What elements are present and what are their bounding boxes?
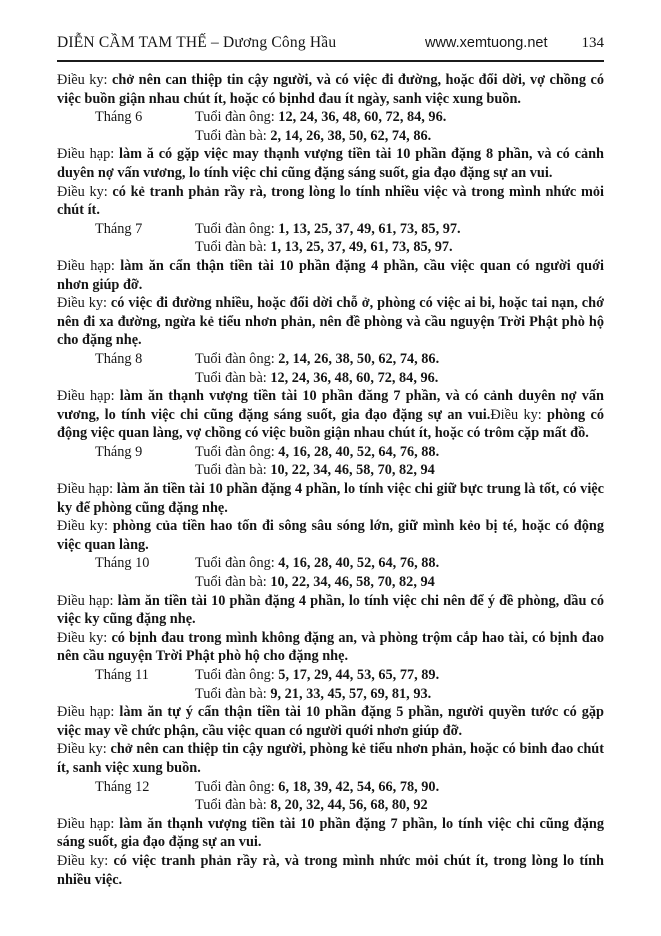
age-women-label: Tuổi đàn bà: bbox=[195, 797, 271, 814]
age-women-label: Tuổi đàn bà: bbox=[195, 574, 271, 591]
paragraph-label: Điều ky: bbox=[57, 518, 113, 535]
age-women-values: 10, 22, 34, 46, 58, 70, 82, 94 bbox=[270, 462, 435, 479]
month-row-men bbox=[57, 666, 604, 685]
paragraph bbox=[57, 480, 604, 517]
paragraph bbox=[57, 703, 604, 740]
age-women-values: 2, 14, 26, 38, 50, 62, 74, 86. bbox=[270, 127, 432, 144]
paragraph-text: phòng có động việc quan làng, vợ chồng có việc buồn giận nhau chút ít, hoặc có trôm cặp mất đồ. bbox=[57, 406, 604, 442]
month-label: Tháng 9 bbox=[95, 443, 143, 460]
month-label: Tháng 8 bbox=[95, 350, 143, 367]
month-row-men bbox=[57, 443, 604, 462]
paragraph bbox=[57, 71, 604, 108]
paragraph-text: chở nên can thiệp tin cậy người, và có việc đi đường, hoặc đổi dời, vợ chồng có việc buồn giận nhau chút ít, hoặc có bịnhd đau ít ngày, sanh việc xung buồn. bbox=[57, 72, 604, 107]
month-row-men bbox=[57, 554, 604, 573]
page-number: 134 bbox=[581, 35, 604, 51]
age-women-values: 12, 24, 36, 48, 60, 72, 84, 96. bbox=[270, 369, 439, 386]
paragraph bbox=[57, 592, 604, 629]
paragraph-text: làm ăn tiền tài 10 phần đặng 4 phần, lo tính việc chi nên để ý đề phòng, dầu có việc ky cũng đặng nhẹ. bbox=[57, 592, 604, 628]
paragraph bbox=[57, 517, 604, 554]
age-women-values: 8, 20, 32, 44, 56, 68, 80, 92 bbox=[270, 797, 428, 814]
paragraph-text: chở nên can thiệp tin cậy người, phòng kẻ tiểu nhơn phản, hoặc có binh đao chút ít, sanh việc xung buồn. bbox=[57, 741, 604, 776]
paragraph bbox=[57, 257, 604, 294]
content bbox=[57, 71, 604, 889]
age-women-label: Tuổi đàn bà: bbox=[195, 239, 271, 256]
paragraph-text: có việc tranh phản rầy rà, và trong mình nhức mỏi chút ít, trong lòng lo tính nhiều việc. bbox=[57, 852, 604, 888]
paragraph-label: Điều ky: bbox=[57, 741, 111, 758]
paragraph bbox=[57, 852, 604, 889]
age-women-label: Tuổi đàn bà: bbox=[195, 462, 271, 479]
book-title: DIỄN CẦM TAM THẾ – Dương Công Hầu bbox=[57, 34, 337, 51]
paragraph bbox=[57, 387, 604, 443]
age-men-label: Tuổi đàn ông: bbox=[195, 350, 279, 367]
age-men-label: Tuổi đàn ông: bbox=[195, 109, 279, 126]
paragraph-text: phòng của tiền hao tốn đi sông sâu sóng lớn, giữ mình kẻo bị té, hoặc có động việc quan làng. bbox=[57, 518, 604, 553]
paragraph-label: Điều hạp: bbox=[57, 257, 121, 274]
month-label: Tháng 12 bbox=[95, 778, 150, 795]
paragraph bbox=[57, 815, 604, 852]
age-women-values: 9, 21, 33, 45, 57, 69, 81, 93. bbox=[270, 685, 432, 702]
paragraph-label: Điều ky: bbox=[57, 72, 112, 88]
age-men-label: Tuổi đàn ông: bbox=[195, 778, 279, 795]
month-label: Tháng 7 bbox=[95, 220, 143, 237]
month-label: Tháng 11 bbox=[95, 667, 149, 683]
month-row-women bbox=[57, 127, 604, 146]
month-row-women bbox=[57, 796, 604, 815]
paragraph-label: Điều ky: bbox=[57, 183, 113, 200]
paragraph bbox=[57, 294, 604, 350]
age-women-label: Tuổi đàn bà: bbox=[195, 127, 271, 144]
paragraph-label: Điều ky: bbox=[57, 852, 114, 869]
month-row-women bbox=[57, 685, 604, 704]
paragraph-label: Điều hạp: bbox=[57, 704, 120, 721]
age-men-label: Tuổi đàn ông: bbox=[195, 555, 279, 572]
paragraph-label: Điều ky: bbox=[57, 629, 112, 646]
paragraph-label: Điều hạp: bbox=[57, 146, 119, 163]
age-men-values: 4, 16, 28, 40, 52, 64, 76, 88. bbox=[278, 555, 440, 572]
paragraph-text: làm ăn tiền tài 10 phần đặng 4 phần, lo tính việc chi giữ bực trung là tốt, có việc ky để phòng cũng đặng nhẹ. bbox=[57, 481, 604, 516]
age-men-values: 4, 16, 28, 40, 52, 64, 76, 88. bbox=[278, 443, 440, 460]
age-women-values: 1, 13, 25, 37, 49, 61, 73, 85, 97. bbox=[270, 239, 453, 256]
paragraph bbox=[57, 183, 604, 220]
paragraph bbox=[57, 629, 604, 666]
month-label: Tháng 6 bbox=[95, 109, 143, 126]
paragraph-text: làm ăn cẩn thận tiền tài 10 phần đặng 4 phần, cầu việc quan có người quới nhơn giúp đỡ. bbox=[57, 257, 604, 293]
age-men-values: 12, 24, 36, 48, 60, 72, 84, 96. bbox=[278, 109, 447, 126]
age-men-label: Tuổi đàn ông: bbox=[195, 220, 279, 237]
age-men-label: Tuổi đàn ông: bbox=[195, 443, 279, 460]
age-men-values: 2, 14, 26, 38, 50, 62, 74, 86. bbox=[278, 350, 440, 367]
month-row-men bbox=[57, 350, 604, 369]
age-women-values: 10, 22, 34, 46, 58, 70, 82, 94 bbox=[270, 574, 435, 591]
paragraph-label: Điều hạp: bbox=[57, 815, 120, 832]
paragraph-text: làm ăn tự ý cẩn thận tiền tài 10 phần đặng 5 phần, người quyền tước có gặp việc may về chức phận, cầu việc quan có người quới nhơn giúp đỡ. bbox=[57, 704, 604, 739]
paragraph bbox=[57, 740, 604, 777]
month-row-men bbox=[57, 778, 604, 797]
month-row-women bbox=[57, 573, 604, 592]
age-men-values: 5, 17, 29, 44, 53, 65, 77, 89. bbox=[278, 667, 440, 683]
paragraph-label: Điều ky: bbox=[490, 406, 548, 423]
paragraph-text: có kẻ tranh phản rầy rà, trong lòng lo tính nhiều việc và trong mình nhức mỏi chút ít. bbox=[57, 183, 604, 219]
paragraph-text: có việc đi đường nhiều, hoặc đổi dời chỗ ở, phòng có việc ai bi, hoặc tai nạn, chớ nên đi xa đường, ngừa kẻ tiểu nhơn phản, nên đề phòng và cầu nguyện Trời Phật phò hộ cho đặng nhẹ. bbox=[57, 295, 604, 349]
month-row-men bbox=[57, 108, 604, 127]
paragraph-label: Điều hạp: bbox=[57, 592, 118, 609]
page-header bbox=[57, 34, 604, 62]
age-women-label: Tuổi đàn bà: bbox=[195, 685, 271, 702]
paragraph-label: Điều hạp: bbox=[57, 481, 117, 498]
paragraph bbox=[57, 145, 604, 182]
paragraph-label: Điều ky: bbox=[57, 295, 111, 312]
header-right bbox=[425, 35, 604, 52]
month-row-women bbox=[57, 461, 604, 480]
paragraph-text: làm ăn thạnh vượng tiền tài 10 phần đăng 7 phần, và có cảnh duyên nợ vấn vương, lo tính việc chi cũng đặng sáng suốt, gia đạo đặng sự an vui. bbox=[57, 388, 604, 423]
paragraph-text: làm ă có gặp việc may thạnh vượng tiền tài 10 phần đặng 8 phần, và có cảnh duyên nợ vấn vương, lo tính việc chi cũng đặng sáng suốt, gia đạo đặng sự an vui. bbox=[57, 146, 604, 181]
age-men-values: 1, 13, 25, 37, 49, 61, 73, 85, 97. bbox=[278, 220, 461, 237]
month-row-women bbox=[57, 369, 604, 388]
age-men-label: Tuổi đàn ông: bbox=[195, 667, 279, 683]
age-women-label: Tuổi đàn bà: bbox=[195, 369, 271, 386]
age-men-values: 6, 18, 39, 42, 54, 66, 78, 90. bbox=[278, 778, 440, 795]
month-row-men bbox=[57, 220, 604, 239]
paragraph-text: có bịnh đau trong mình không đặng an, và phòng trộm cắp hao tài, có bịnh đao nên cầu nguyện Trời Phật phò hộ cho đặng nhẹ. bbox=[57, 629, 604, 665]
month-label: Tháng 10 bbox=[95, 555, 150, 572]
paragraph-label: Điều hạp: bbox=[57, 388, 120, 405]
month-row-women bbox=[57, 238, 604, 257]
paragraph-text: làm ăn thạnh vượng tiền tài 10 phần đặng 7 phần, lo tính việc chi cũng đặng sáng suốt, gia đạo đặng sự an vui. bbox=[57, 815, 604, 851]
website-url: www.xemtuong.net bbox=[424, 35, 548, 51]
